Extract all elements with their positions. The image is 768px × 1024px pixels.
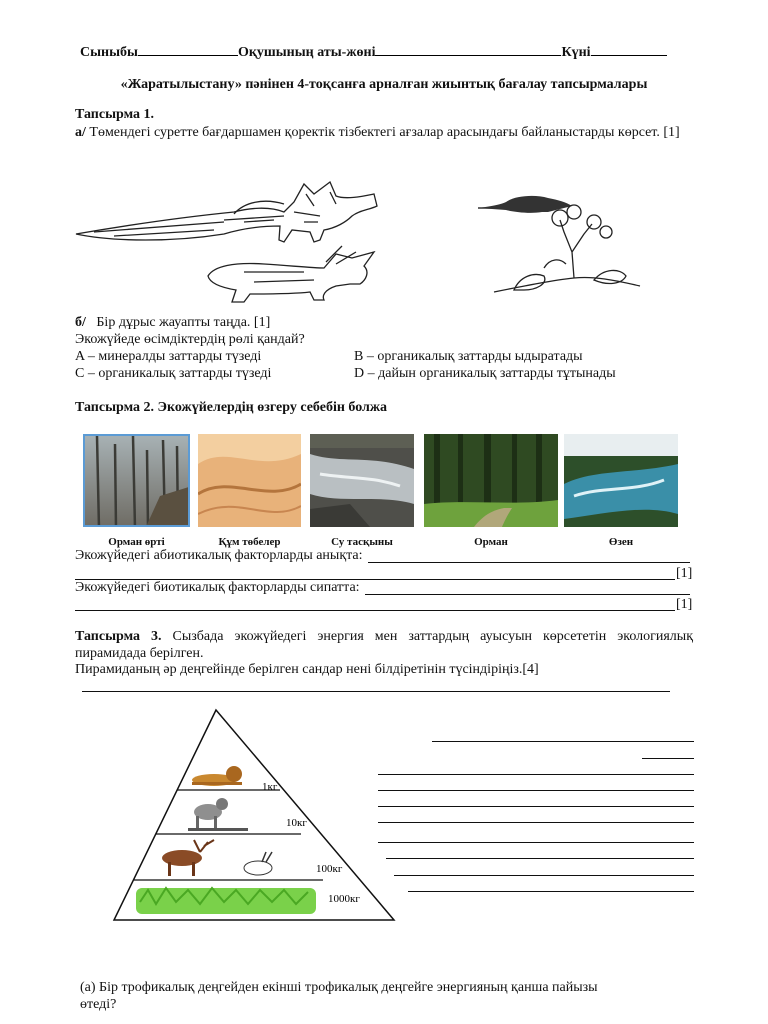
food-chain-drawings xyxy=(74,172,654,304)
level-3-mass: 100кг xyxy=(316,863,343,875)
caption-forest-fire: Орман өрті xyxy=(108,536,165,548)
option-d[interactable]: D – дайын органикалық заттарды тұтынады xyxy=(354,366,616,381)
flood-photo xyxy=(310,434,414,527)
task1-part-a-text: Төмендегі суретте бағдаршамен қоректік тізбектегі ағзалар арасындағы байланыстарды көрсет. [1] xyxy=(89,125,680,140)
task3-text1: Сызбада экожүйедегі энергия мен заттардың ауысуын көрсететін экологиялық пирамидада берілген. xyxy=(75,629,694,661)
class-blank[interactable] xyxy=(138,43,238,56)
question-a-line2: өтеді? xyxy=(80,997,117,1012)
level-1-mass: 1кг xyxy=(262,781,278,793)
level-4-mass: 1000кг xyxy=(328,893,360,905)
grass-drawing xyxy=(136,888,316,914)
date-label: Күні xyxy=(561,45,591,60)
pyramid-answer-line-1[interactable] xyxy=(432,741,694,742)
biotic-answer-line[interactable] xyxy=(365,594,690,595)
abiotic-score: [1] xyxy=(676,566,693,581)
caption-forest: Орман xyxy=(474,536,508,548)
class-label: Сыныбы xyxy=(80,45,138,60)
option-c[interactable]: C – органикалық заттарды түзеді xyxy=(75,366,272,381)
pyramid-answer-line-5[interactable] xyxy=(378,806,694,807)
question-a-line1: (а) Бір трофикалық деңгейден екінші трофикалық деңгейге энергияның қанша пайызы xyxy=(80,980,598,995)
pyramid-answer-line-6[interactable] xyxy=(378,822,694,823)
task1-part-b-text: Бір дұрыс жауапты таңда. [1] xyxy=(96,315,271,330)
fox-drawing xyxy=(76,182,377,242)
pyramid-answer-line-9[interactable] xyxy=(394,875,694,876)
plant-drawing xyxy=(494,205,640,292)
task3-intro xyxy=(75,628,693,662)
task1-part-b xyxy=(75,315,270,331)
forest-fire-photo xyxy=(83,434,190,527)
pyramid-answer-line-4[interactable] xyxy=(378,790,694,791)
biotic-label: Экожүйедегі биотикалық факторларды сипатта: xyxy=(75,580,360,595)
pyramid-answer-line-3[interactable] xyxy=(378,774,694,775)
ecological-pyramid xyxy=(96,706,400,924)
task1-part-b-marker: б/ xyxy=(75,315,86,330)
rabbit-drawing xyxy=(208,246,374,302)
abiotic-label: Экожүйедегі абиотикалық факторларды анықта: xyxy=(75,548,363,563)
level-2-mass: 10кг xyxy=(286,817,307,829)
caption-sand-dunes: Құм төбелер xyxy=(218,536,281,548)
pyramid-answer-line-8[interactable] xyxy=(386,858,694,859)
task3-heading: Тапсырма 3. xyxy=(75,629,162,644)
option-a[interactable]: A – минералды заттарды түзеді xyxy=(75,349,262,364)
page-title: «Жаратылыстану» пәнінен 4-тоқсанға арналған жиынтық бағалау тапсырмалары xyxy=(120,77,648,92)
task1-question: Экожүйеде өсімдіктердің рөлі қандай? xyxy=(75,332,305,347)
task1-part-a-marker: а/ xyxy=(75,125,86,140)
task2-heading: Тапсырма 2. Экожүйелердің өзгеру себебін болжа xyxy=(75,400,388,415)
task3-text2: Пирамиданың әр деңгейінде берілген сандар нені білдіретінін түсіндіріңіз.[4] xyxy=(75,662,539,677)
caption-river: Өзен xyxy=(608,536,634,548)
caption-flood: Су тасқыны xyxy=(331,536,393,548)
task1-heading: Тапсырма 1. xyxy=(75,107,155,122)
pyramid-answer-line-7[interactable] xyxy=(378,842,694,843)
abiotic-answer-line[interactable] xyxy=(368,562,690,563)
river-photo xyxy=(564,434,678,527)
pyramid-answer-line-2[interactable] xyxy=(642,758,694,759)
task1-part-a xyxy=(75,124,693,141)
date-blank[interactable] xyxy=(591,43,667,56)
name-blank[interactable] xyxy=(375,43,561,56)
option-b[interactable]: B – органикалық заттарды ыдыратады xyxy=(354,349,583,364)
forest-photo xyxy=(424,434,558,527)
sand-dunes-photo xyxy=(198,434,301,527)
pyramid-answer-line-10[interactable] xyxy=(408,891,694,892)
header-fields xyxy=(80,43,667,61)
task3-answer-line-0[interactable] xyxy=(82,691,670,692)
biotic-score: [1] xyxy=(676,597,693,612)
name-label: Оқушының аты-жөні xyxy=(237,45,376,60)
biotic-answer-line-2[interactable] xyxy=(75,610,675,611)
